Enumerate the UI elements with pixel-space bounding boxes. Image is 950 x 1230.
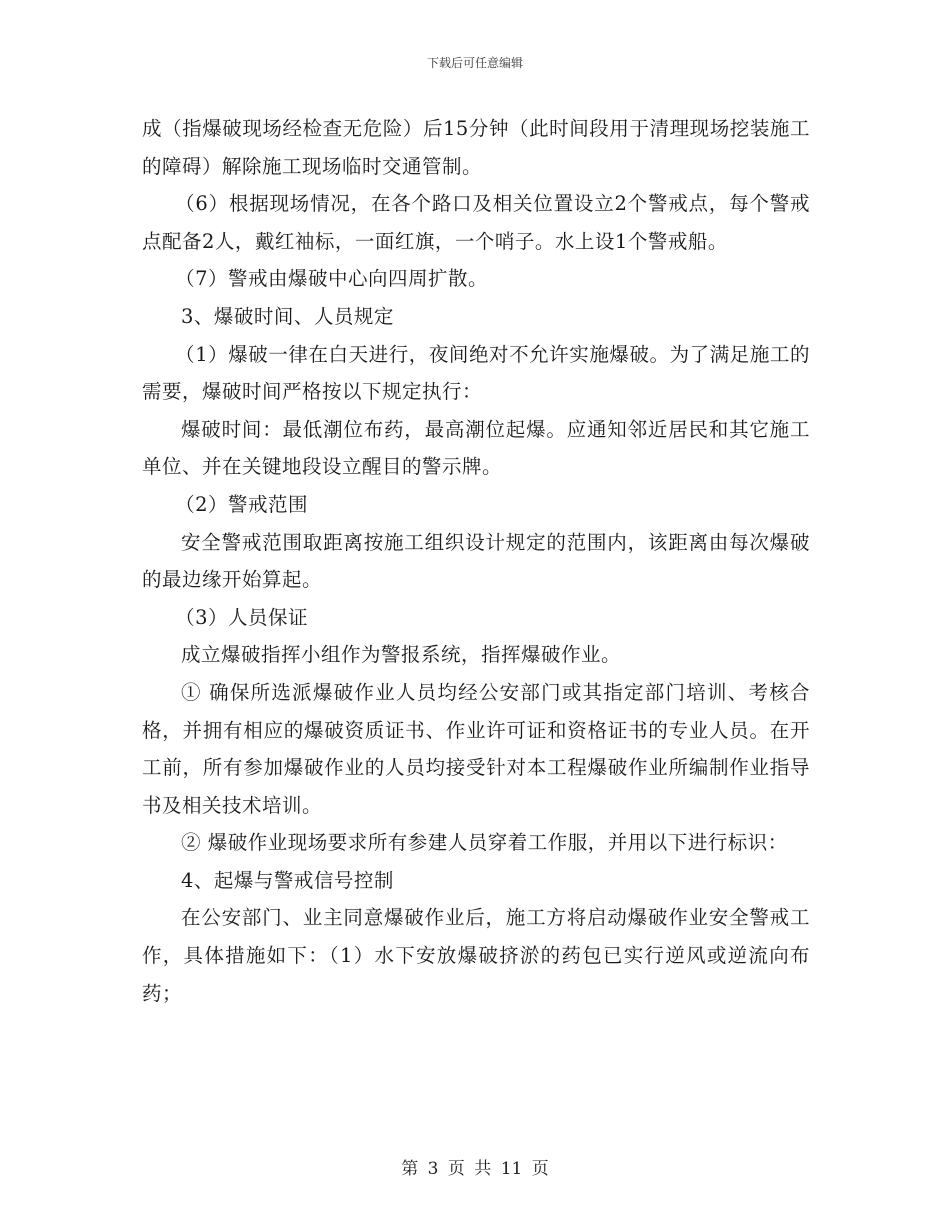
paragraph: 成立爆破指挥小组作为警报系统，指挥爆破作业。 [181, 643, 622, 667]
page-footer: 第 3 页 共 11 页 [401, 1159, 549, 1179]
list-item: ② 爆破作业现场要求所有参建人员穿着工作服，并用以下进行标识： [181, 831, 788, 855]
section-heading: 4、起爆与警戒信号控制 [181, 868, 394, 892]
paragraph: （1）爆破一律在白天进行，夜间绝对不允许实施爆破。为了满足施工的需要，爆破时间严格按以下规定执行： [142, 342, 810, 404]
section-heading: 3、爆破时间、人员规定 [181, 304, 394, 328]
paragraph: 在公安部门、业主同意爆破作业后，施工方将启动爆破作业安全警戒工作，具体措施如下：（1）水下安放爆破挤淤的药包已实行逆风或逆流向布药； [142, 906, 810, 1005]
document-body [142, 110, 810, 1012]
subheading: （3）人员保证 [175, 605, 309, 629]
subheading: （2）警戒范围 [175, 492, 309, 516]
paragraph: 安全警戒范围取距离按施工组织设计规定的范围内，该距离由每次爆破的最边缘开始算起。 [142, 530, 810, 592]
paragraph: 成（指爆破现场经检查无危险）后15分钟（此时间段用于清理现场挖装施工的障碍）解除施工现场临时交通管制。 [142, 117, 810, 178]
paragraph: 爆破时间：最低潮位布药，最高潮位起爆。应通知邻近居民和其它施工单位、并在关键地段设立醒目的警示牌。 [142, 417, 810, 479]
paragraph: （6）根据现场情况，在各个路口及相关位置设立2个警戒点，每个警戒点配备2人，戴红袖标，一面红旗，一个哨子。水上设1个警戒船。 [142, 192, 810, 253]
page-header: 下载后可任意编辑 [426, 56, 523, 70]
paragraph: （7）警戒由爆破中心向四周扩散。 [175, 267, 489, 291]
list-item: ① 确保所选派爆破作业人员均经公安部门或其指定部门培训、考核合格，并拥有相应的爆破资质证书、作业许可证和资格证书的专业人员。在开工前，所有参加爆破作业的人员均接受针对本工程爆破作业所编制作业指导书及相关技术培训。 [142, 680, 810, 817]
